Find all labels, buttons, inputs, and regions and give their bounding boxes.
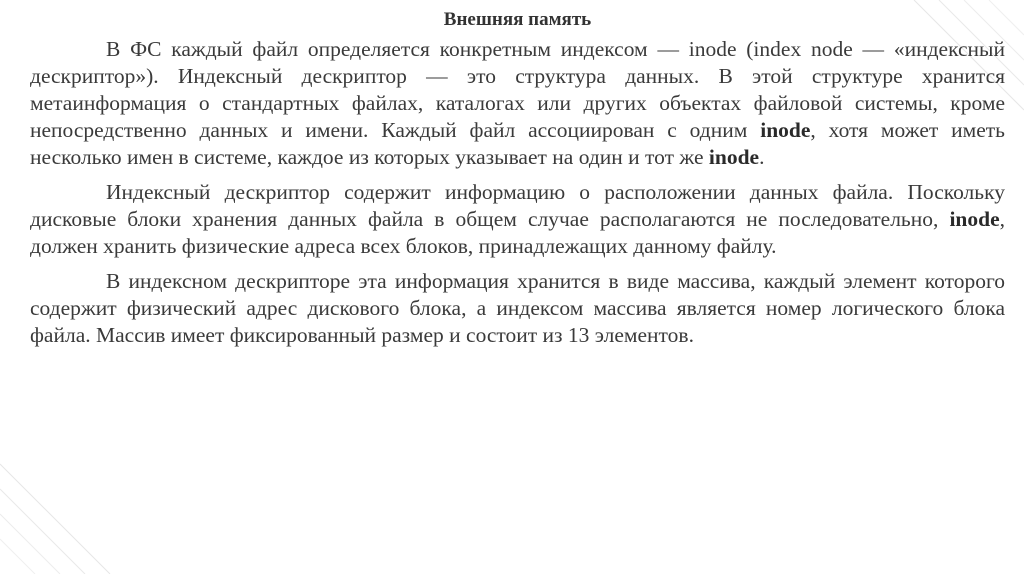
inode-term: inode xyxy=(760,118,811,142)
inode-term: inode xyxy=(949,207,1000,231)
slide-title: Внешняя память xyxy=(443,9,592,30)
paragraph-text: , должен хранить физические адреса всех блоков, принадлежащих данному файлу. xyxy=(30,207,1005,258)
corner-decoration-bottom-left xyxy=(0,444,130,574)
paragraph-2 xyxy=(30,179,1005,260)
paragraph-text: В индексном дескрипторе эта информация хранится в виде массива, каждый элемент которого содержит физический адрес дискового блока, а индексом массива является номер логического блока файла. Массив имеет фиксированный размер и состоит из 13 элементов. xyxy=(30,269,1005,347)
paragraph-text: В ФС каждый файл определяется конкретным индексом — inode (index node — «индексный дескриптор»). Индексный дескриптор — это структура данных. В этой структуре хранится метаинформация о стандартных файлах, каталогах или других объектах файловой системы, кроме непосредственно данных и имени. Каждый файл ассоциирован с одним xyxy=(30,37,1005,142)
inode-term: inode xyxy=(708,145,760,169)
paragraph-1 xyxy=(30,36,1005,171)
paragraph-3 xyxy=(30,268,1005,349)
paragraph-text: . xyxy=(759,145,765,169)
paragraph-text: , хотя может иметь несколько имен в системе, каждое из которых указывает на один и тот же xyxy=(30,118,1005,169)
slide-content xyxy=(30,6,1005,357)
paragraph-text: Индексный дескриптор содержит информацию о расположении данных файла. Поскольку дисковые блоки хранения данных файла в общем случае располагаются не последовательно, xyxy=(30,180,1005,231)
